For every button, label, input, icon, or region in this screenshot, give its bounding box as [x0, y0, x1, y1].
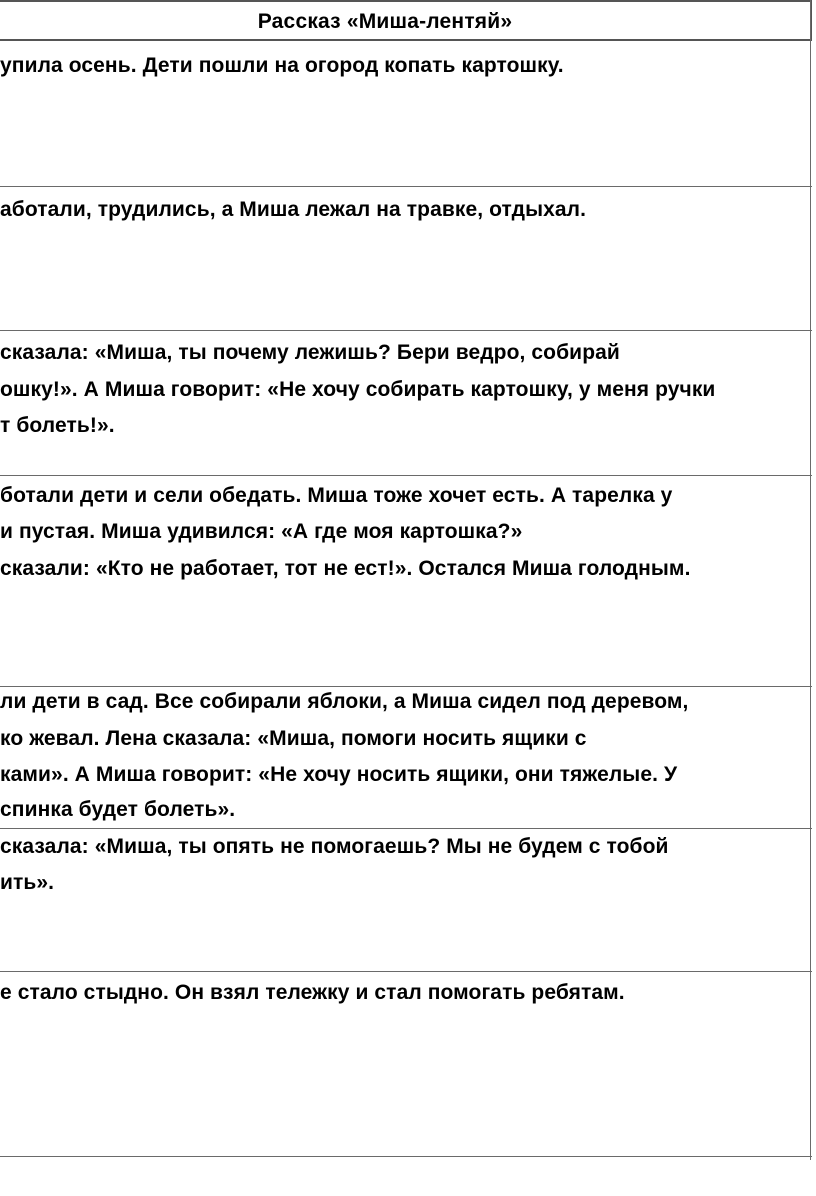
paragraph-6-line-1: сказала: «Миша, ты опять не помогаешь? Мы не будем с тобой: [0, 835, 669, 858]
paragraph-3-line-2: ошку!». А Миша говорит: «Не хочу собирать картошку, у меня ручки: [0, 378, 716, 401]
row-divider: [0, 1156, 812, 1157]
paragraph-7-line-1: е стало стыдно. Он взял тележку и стал помогать ребятам.: [0, 981, 625, 1004]
paragraph-5-line-4: спинка будет болеть».: [0, 798, 236, 821]
paragraph-2-line-1: аботали, трудились, а Миша лежал на травке, отдыхал.: [0, 198, 587, 221]
row-divider: [0, 330, 812, 331]
paragraph-5-line-1: ли дети в сад. Все собирали яблоки, а Миша сидел под деревом,: [0, 690, 689, 713]
row-divider: [0, 828, 812, 829]
row-divider: [0, 686, 812, 687]
paragraph-4-line-2: и пустая. Миша удивился: «А где моя картошка?»: [0, 520, 523, 543]
row-divider: [0, 186, 812, 187]
table-right-border: [810, 0, 811, 1160]
paragraph-5-line-2: ко жевал. Лена сказала: «Миша, помоги носить ящики с: [0, 727, 587, 750]
paragraph-3-line-3: т болеть!».: [0, 414, 115, 437]
row-divider: [0, 971, 812, 972]
document-title: Рассказ «Миша-лентяй»: [257, 10, 513, 33]
paragraph-4-line-1: ботали дети и сели обедать. Миша тоже хочет есть. А тарелка у: [0, 484, 673, 507]
paragraph-3-line-1: сказала: «Миша, ты почему лежишь? Бери ведро, собирай: [0, 341, 620, 364]
row-divider: [0, 475, 812, 476]
paragraph-6-line-2: ить».: [0, 871, 55, 894]
paragraph-1-line-1: упила осень. Дети пошли на огород копать картошку.: [0, 54, 564, 77]
title-cell: [0, 0, 812, 41]
paragraph-5-line-3: ками». А Миша говорит: «Не хочу носить ящики, они тяжелые. У: [0, 763, 678, 786]
paragraph-4-line-3: сказали: «Кто не работает, тот не ест!». Остался Миша голодным.: [0, 557, 691, 580]
